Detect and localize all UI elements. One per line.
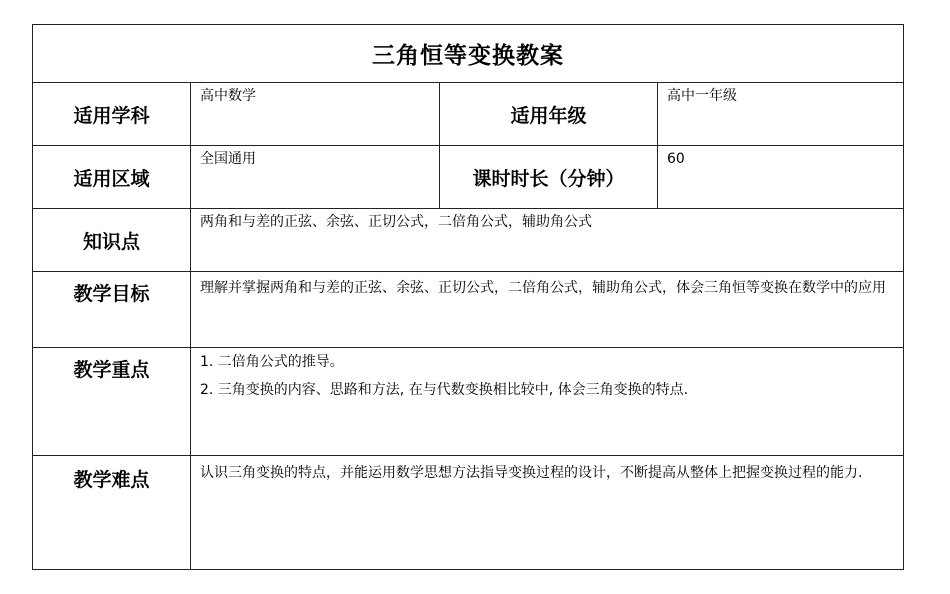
- region-value: 全国通用: [191, 146, 440, 209]
- page-title: 三角恒等变换教案: [33, 25, 904, 83]
- key-points: [191, 348, 904, 456]
- grade-value: 高中一年级: [658, 83, 904, 146]
- duration-label: 课时时长（分钟）: [440, 146, 658, 209]
- goal-value: 理解并掌握两角和与差的正弦、余弦、正切公式，二倍角公式，辅助角公式，体会三角恒等变换在数学中的应用: [191, 272, 904, 348]
- goal-label: 教学目标: [33, 272, 191, 348]
- region-label: 适用区域: [33, 146, 191, 209]
- subject-value: 高中数学: [191, 83, 440, 146]
- lesson-plan-table: [32, 24, 904, 570]
- duration-value: 60: [658, 146, 904, 209]
- difficulty-value: 认识三角变换的特点，并能运用数学思想方法指导变换过程的设计，不断提高从整体上把握变换过程的能力.: [191, 456, 904, 570]
- key-label: 教学重点: [33, 348, 191, 456]
- knowledge-label: 知识点: [33, 209, 191, 272]
- subject-label: 适用学科: [33, 83, 191, 146]
- key-point-item: 1. 二倍角公式的推导。: [200, 354, 344, 370]
- knowledge-value: 两角和与差的正弦、余弦、正切公式，二倍角公式，辅助角公式: [191, 209, 904, 272]
- difficulty-label: 教学难点: [33, 456, 191, 570]
- grade-label: 适用年级: [440, 83, 658, 146]
- key-point-item: 2. 三角变换的内容、思路和方法, 在与代数变换相比较中, 体会三角变换的特点.: [200, 382, 689, 398]
